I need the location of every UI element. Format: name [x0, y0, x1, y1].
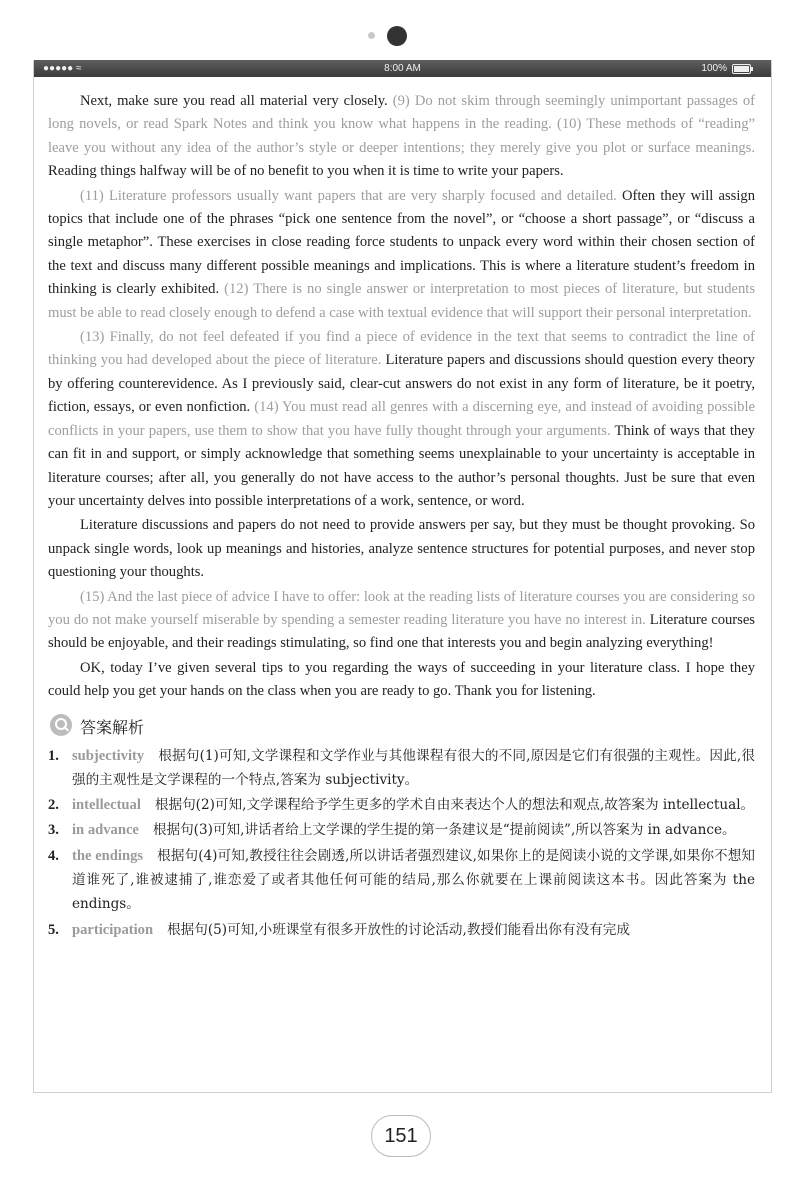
highlighted-sentence: Literature discussions and papers do not need to provide answers per say, but they must be thought provoking. So unpack single words, look up meanings and histories, analyze sentence structures for potential purposes, and never stop questioning your thoughts.: [48, 517, 755, 581]
battery-percent: 100%: [701, 63, 727, 74]
faded-sentence: (14) You must read all genres with a discerning eye, and instead of avoiding possible conflicts in your papers, use them to show that you have fully thought through your arguments.: [48, 399, 756, 439]
page-dot-active[interactable]: [387, 26, 407, 46]
transcript-paragraph: [48, 514, 755, 584]
answer-key: in advance: [72, 822, 139, 839]
answer-section-title: 答案解析: [80, 717, 145, 737]
answer-number: 2.: [48, 797, 59, 814]
answer-explanation: 根据句(4)可知,教授往往会剧透,所以讲话者强烈建议,如果你上的是阅读小说的文学课,如果你不想知道谁死了,谁被逮捕了,谁恋爱了或者其他任何可能的结局,那么你就要在上课前阅读这本书。因此答案为 the endings。: [72, 847, 755, 913]
answer-item: [48, 744, 755, 793]
tablet-frame: [33, 60, 772, 1093]
magnifier-icon: [50, 714, 72, 736]
answer-key: intellectual: [72, 797, 141, 814]
transcript-paragraph: [48, 657, 755, 704]
answer-explanation: 根据句(3)可知,讲话者给上文学课的学生提的第一条建议是“提前阅读”,所以答案为 in advance。: [152, 822, 736, 839]
transcript-paragraph: [48, 326, 755, 513]
signal-wifi-icon: ●●●●● ≈: [43, 63, 82, 74]
answer-explanation: 根据句(1)可知,文学课程和文学作业与其他课程有很大的不同,原因是它们有很强的主观性。因此,很强的主观性是文学课程的一个特点,答案为 subjectivity。: [72, 747, 755, 788]
highlighted-sentence: Next, make sure you read all material very closely.: [80, 93, 393, 109]
answer-list: [48, 744, 755, 942]
answer-number: 5.: [48, 921, 59, 938]
transcript-body: [48, 90, 755, 704]
answer-item: [48, 844, 755, 917]
answer-item: [48, 793, 755, 817]
answer-number: 1.: [48, 747, 59, 764]
highlighted-sentence: Think of ways that they can fit in and support, or simply acknowledge that something seems unexplainable to your uncertainty is acceptable in literature courses; after all, you generally do not have access to the author’s personal thoughts. Just be sure that even your uncertainty delves into possible interpretations of a work, sentence, or word.: [48, 422, 755, 509]
highlighted-sentence: Literature papers and discussions should question every theory by offering counterevidence. As I previously said, clear-cut answers do not exist in any form of literature, be it poetry, fiction, essays, or even nonfiction.: [48, 352, 755, 416]
answer-item: [48, 818, 755, 842]
battery-icon: [732, 64, 751, 74]
transcript-paragraph: [48, 90, 755, 184]
transcript-paragraph: [48, 586, 755, 656]
faded-sentence: (15) And the last piece of advice I have to offer: look at the reading lists of literature courses you are considering so you do not make yourself miserable by spending a semester reading literature you have no interest in.: [48, 588, 755, 628]
answer-key: participation: [72, 921, 154, 938]
highlighted-sentence: Literature courses should be enjoyable, and their readings stimulating, so find one that interests you and begin analyzing everything!: [48, 611, 755, 652]
status-bar: [34, 60, 771, 77]
answer-number: 3.: [48, 822, 59, 839]
transcript-paragraph: [48, 185, 755, 325]
answer-item: [48, 918, 755, 942]
page-number-badge: 151: [371, 1115, 431, 1157]
answer-key: the endings: [72, 847, 144, 864]
faded-sentence: (9) Do not skim through seemingly unimportant passages of long novels, or read Spark Notes and think you know what happens in the reading. (10) These methods of “reading” leave you without any idea of the author’s style or deeper intentions; they merely give you plot or surface meanings.: [48, 93, 755, 156]
answer-section-header: [48, 712, 755, 740]
highlighted-sentence: Often they will assign topics that include one of the phrases “pick one sentence from the novel”, or “choose a short passage”, or “discuss a single metaphor”. These exercises in close reading force students to unpack every word within their chosen section of the text and discuss many different possible meanings and implications. This is where a literature student’s freedom in thinking is clearly exhibited.: [48, 187, 755, 298]
faded-sentence: (13) Finally, do not feel defeated if you find a piece of evidence in the text that seems to contradict the line of thinking you had developed about the piece of literature.: [48, 329, 755, 369]
faded-sentence: (11) Literature professors usually want papers that are very sharply focused and detailed.: [80, 187, 622, 204]
answer-explanation: 根据句(2)可知,文学课程给予学生更多的学术自由来表达个人的想法和观点,故答案为 intellectual。: [154, 797, 755, 814]
highlighted-sentence: OK, today I’ve given several tips to you regarding the ways of succeeding in your literature class. I hope they could help you get your hands on the class when you are ready to go. Thank you for listening.: [48, 659, 755, 700]
status-time: 8:00 AM: [384, 63, 421, 74]
highlighted-sentence: Reading things halfway will be of no benefit to you when it is time to write your papers.: [48, 163, 564, 180]
page-dot-inactive[interactable]: [368, 32, 375, 39]
page-content: [48, 90, 755, 943]
answer-number: 4.: [48, 847, 59, 864]
answer-explanation: 根据句(5)可知,小班课堂有很多开放性的讨论活动,教授们能看出你有没有完成: [167, 921, 630, 938]
page-indicator: [0, 26, 800, 48]
faded-sentence: (12) There is no single answer or interpretation to most pieces of literature, but students must be able to read closely enough to defend a case with textual evidence that will support their personal interpretation.: [48, 281, 755, 321]
answer-key: subjectivity: [72, 747, 145, 764]
